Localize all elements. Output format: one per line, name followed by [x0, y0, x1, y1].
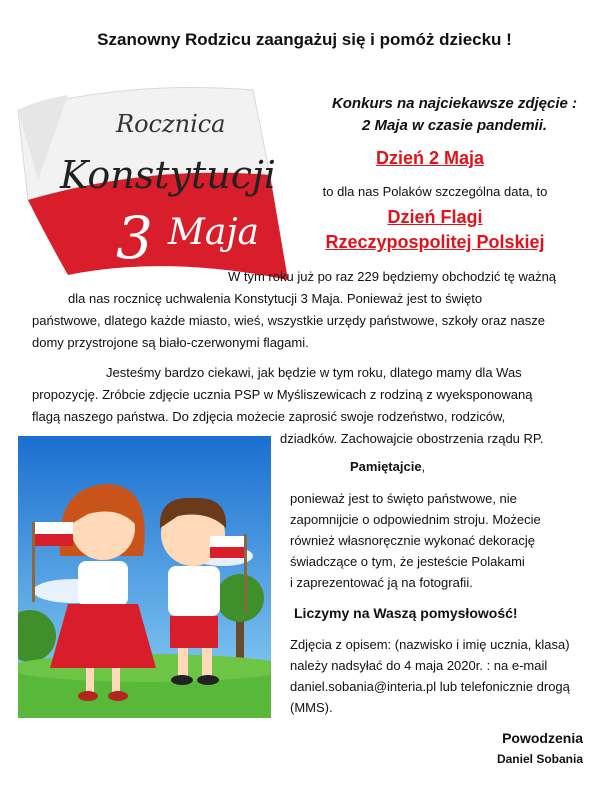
banner-line1: Rocznica	[116, 110, 226, 138]
remember-line1: ponieważ jest to święto państwowe, nie	[290, 491, 517, 506]
submission-line2: należy nadsyłać do 4 maja 2020r. : na e-mail	[290, 658, 548, 673]
creativity-heading: Liczymy na Waszą pomysłowość!	[294, 605, 518, 621]
paragraph2-line1: Jesteśmy bardzo ciekawi, jak będzie w tym roku, dlatego mamy dla Was	[106, 365, 522, 380]
paragraph1-line3: państwowe, dlatego każde miasto, wieś, wszystkie urzędy państwowe, szkoły oraz nasze	[32, 313, 546, 328]
tree-crown	[216, 574, 264, 622]
remember-title-suffix: ,	[421, 459, 426, 474]
author-name: Daniel Sobania	[496, 752, 583, 766]
submission-line1: Zdjęcia z opisem: (nazwisko i imię ucznia, klasa)	[290, 637, 570, 652]
paragraph1-line1: W tym roku już po raz 229 będziemy obchodzić tę ważną	[228, 269, 557, 284]
paragraph1-line2: dla nas rocznicę uchwalenia Konstytucji 3 Maja. Ponieważ jest to święto	[68, 291, 483, 306]
children-with-flags-illustration	[18, 436, 271, 718]
submission-line4: (MMS).	[290, 700, 333, 715]
remember-title: Pamiętajcie	[350, 459, 422, 474]
day-title: Dzień 2 Maja	[375, 148, 485, 168]
contest-line1: Konkurs na najciekawsze zdjęcie :	[331, 95, 578, 112]
contest-line2: 2 Maja w czasie pandemii.	[361, 117, 548, 134]
banner-line2: Konstytucji	[60, 153, 276, 197]
remember-heading	[350, 456, 425, 478]
contest-title	[312, 93, 597, 137]
submission-line3: daniel.sobania@interia.pl lub telefonicznie drogą	[290, 679, 570, 694]
flag-day-line1: Dzień Flagi	[387, 207, 483, 227]
banner-word: Maja	[168, 212, 259, 253]
constitution-banner	[8, 70, 298, 282]
remember-line2: zapomnijcie o odpowiednim stroju. Możecie	[290, 512, 541, 527]
paragraph2-line4: dziadków. Zachowajcie obostrzenia rządu RP.	[280, 431, 544, 446]
date-description: to dla nas Polaków szczególna data, to	[322, 184, 548, 199]
remember-line3: również własnoręcznie wykonać dekorację	[290, 533, 535, 548]
flag-day-line2: Rzeczypospolitej Polskiej	[325, 232, 545, 252]
paragraph1-line4: domy przystrojone są biało-czerwonymi flagami.	[32, 335, 309, 350]
remember-line5: i zaprezentować ją na fotografii.	[290, 575, 473, 590]
flag-day-title	[290, 205, 580, 255]
page-title: Szanowny Rodzicu zaangażuj się i pomóż dziecku !	[97, 30, 512, 49]
closing: Powodzenia	[502, 730, 583, 746]
banner-number: 3	[116, 204, 153, 272]
paragraph2-line2: propozycję. Zróbcie zdjęcie ucznia PSP w Myśliszewicach z rodziną z wyeksponowaną	[32, 387, 533, 402]
paragraph2-line3: flagą naszego państwa. Do zdjęcia możecie zaprosić swoje rodzeństwo, rodziców,	[32, 409, 506, 424]
remember-line4: świadczące o tym, że jesteście Polakami	[290, 554, 525, 569]
